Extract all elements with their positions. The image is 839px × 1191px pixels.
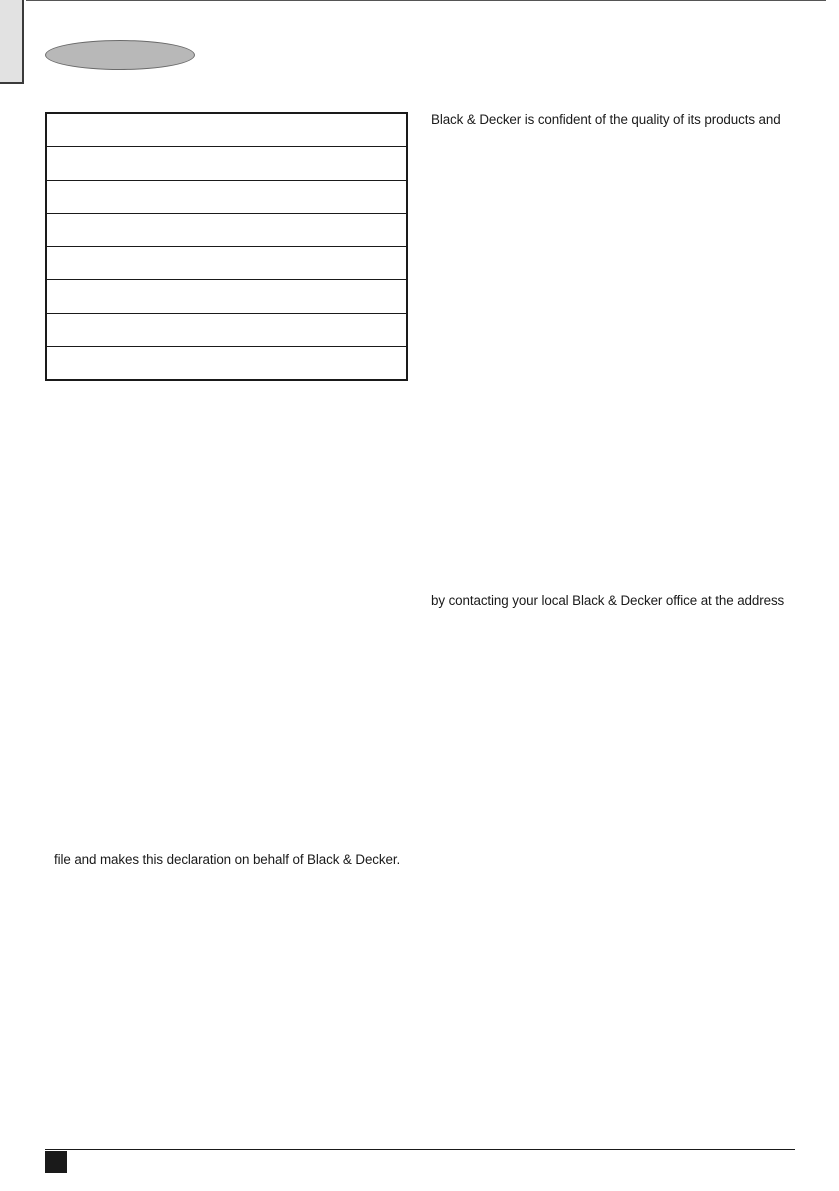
table-row — [47, 147, 406, 180]
table-row — [47, 314, 406, 347]
table-row — [47, 247, 406, 280]
technical-data-table — [45, 112, 408, 381]
footer-rule — [45, 1149, 795, 1150]
declaration-text: file and makes this declaration on behalf of Black & Decker. — [54, 852, 401, 867]
table-row — [47, 181, 406, 214]
service-text: by contacting your local Black & Decker office at the address — [431, 593, 785, 608]
table-row — [47, 347, 406, 379]
section-heading-oval — [45, 40, 195, 70]
guarantee-text: Black & Decker is confident of the quality of its products and — [431, 112, 781, 127]
language-tab — [0, 0, 24, 84]
table-row — [47, 114, 406, 147]
page-number-block — [45, 1151, 67, 1173]
table-row — [47, 280, 406, 313]
table-row — [47, 214, 406, 247]
top-rule — [26, 0, 826, 1]
